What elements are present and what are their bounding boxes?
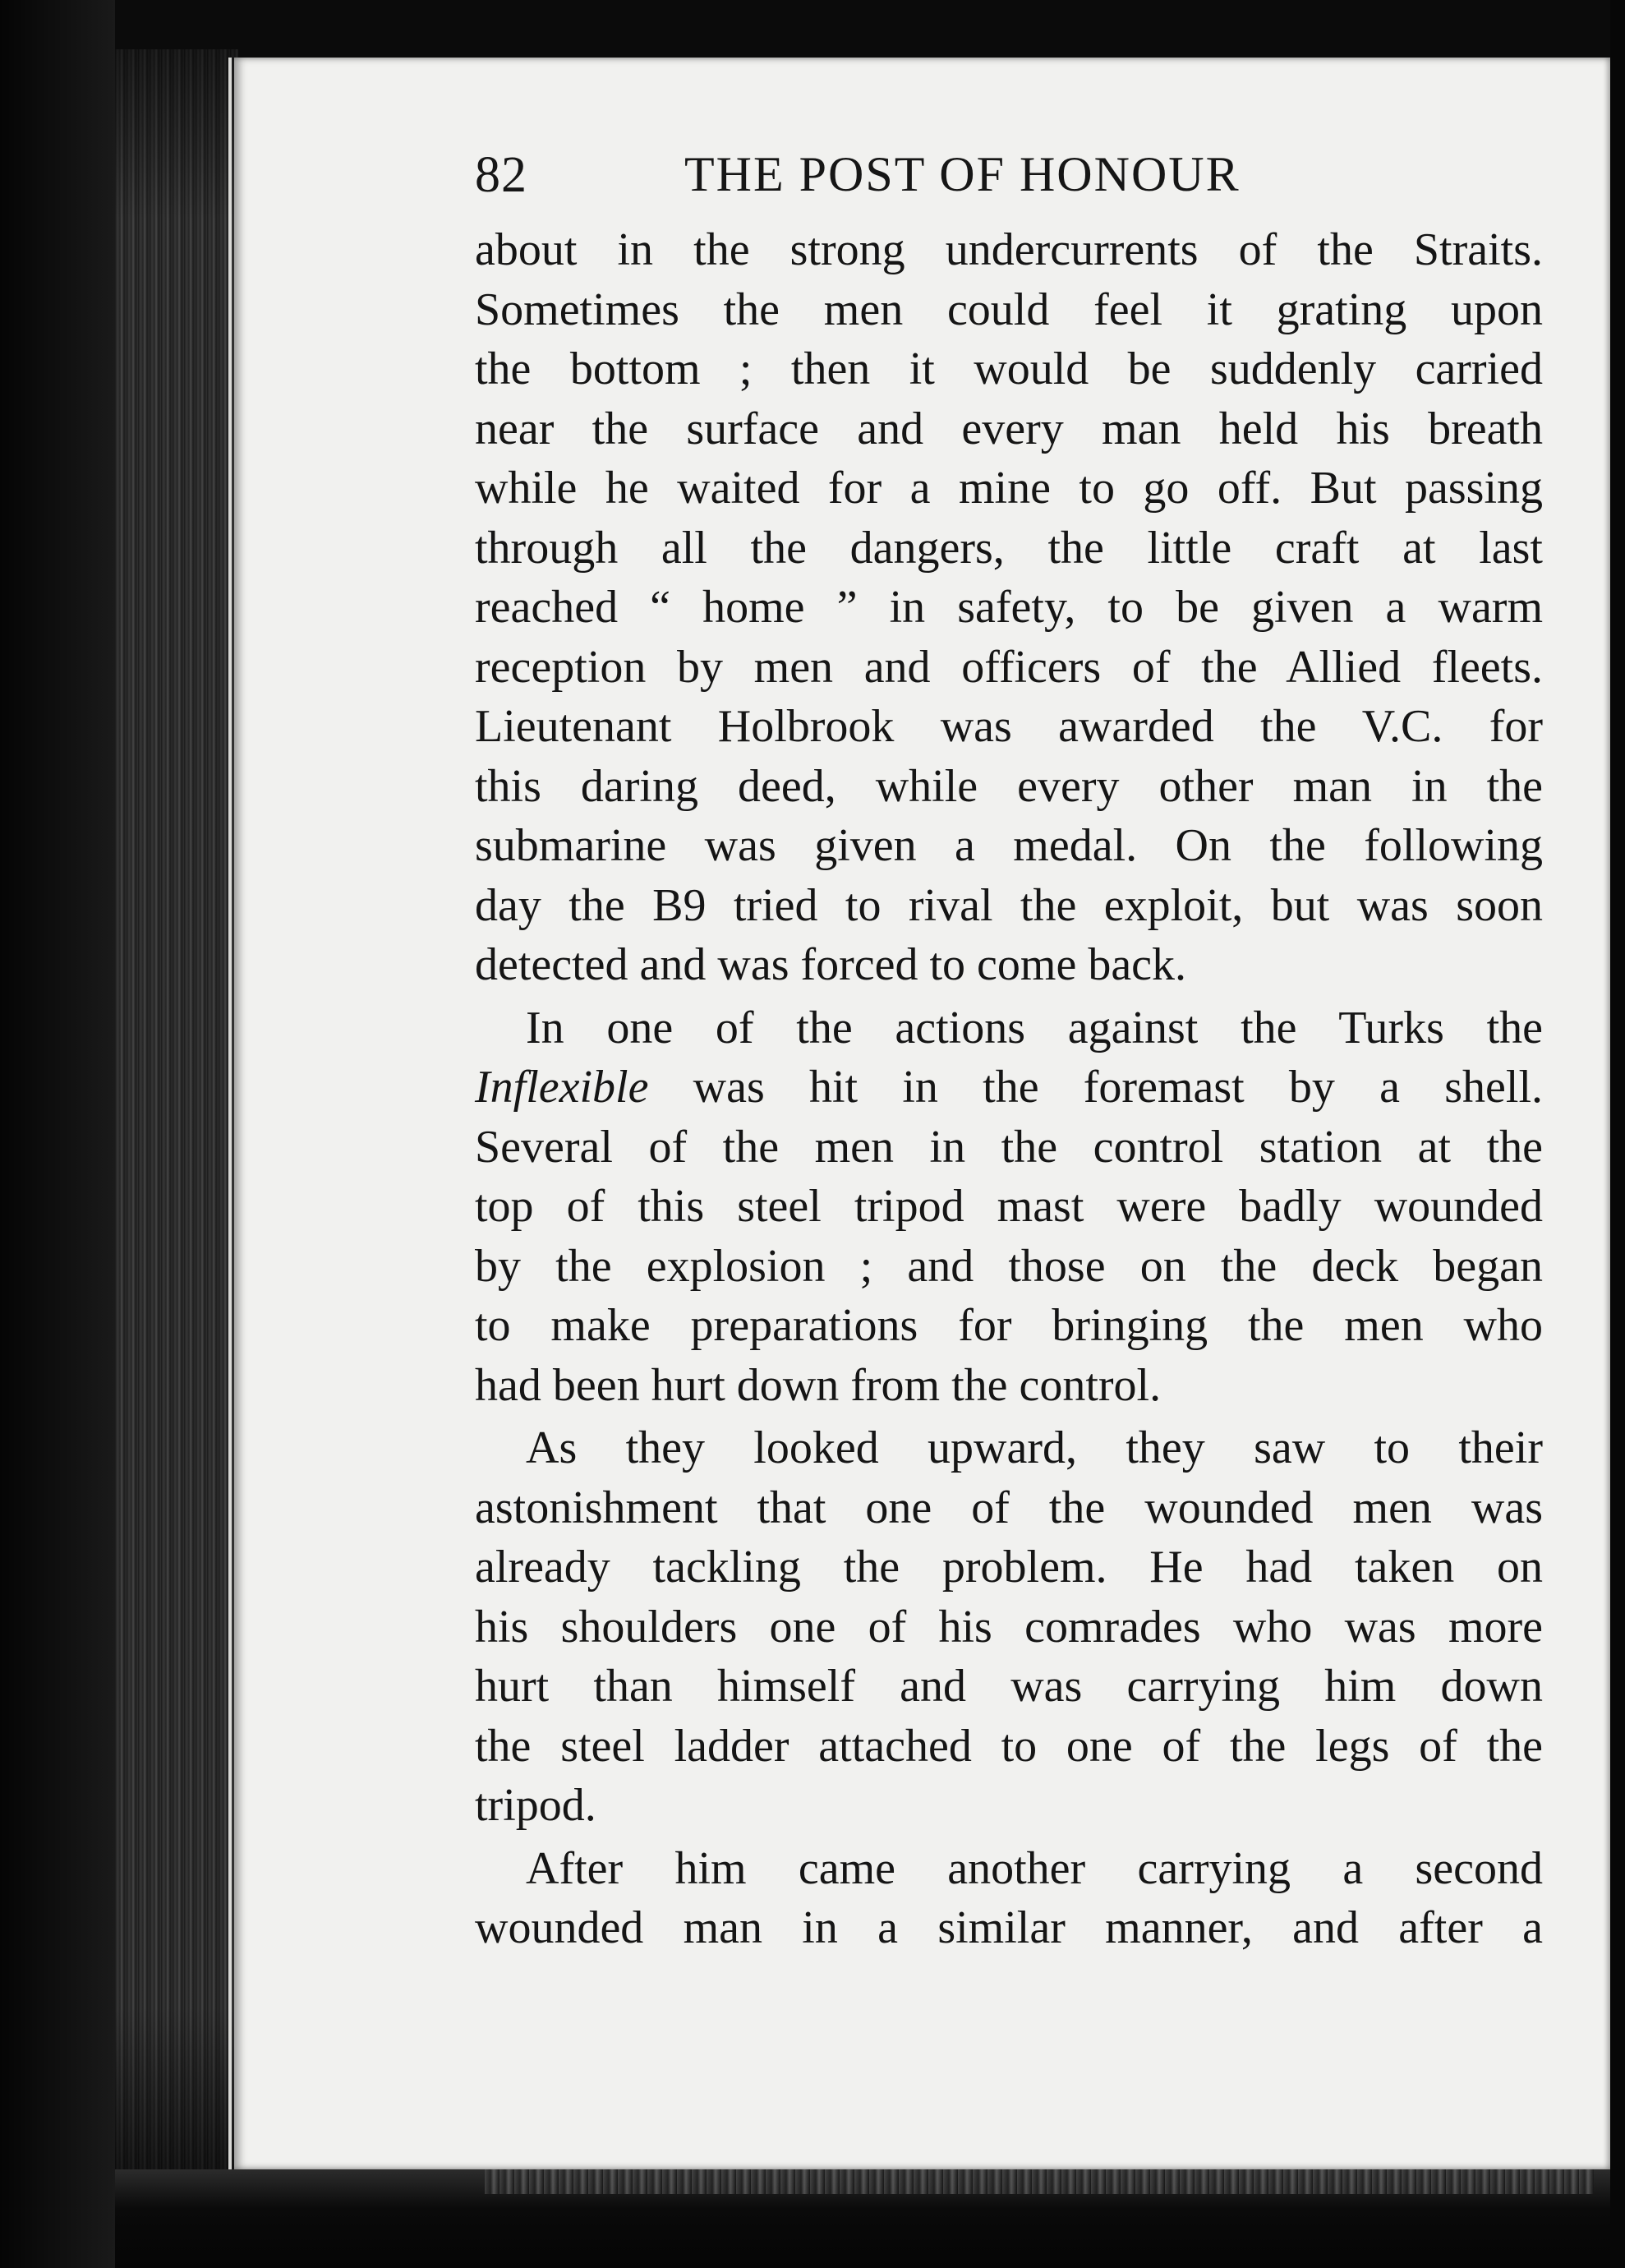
- text-line: had been hurt down from the control.: [475, 1359, 1162, 1411]
- book-bottom-edge: [115, 2169, 1625, 2268]
- text-line: this daring deed, while every other man in the: [475, 760, 1543, 812]
- text-line-with-italic: [475, 1058, 1543, 1118]
- text-line: day the B9 tried to rival the exploit, but was soon: [475, 879, 1543, 931]
- text-line: As they looked upward, they saw to their: [526, 1422, 1543, 1473]
- text-line: reception by men and officers of the Allied fleets.: [475, 641, 1543, 693]
- paragraph-2: [475, 998, 1543, 1416]
- page-body: [475, 220, 1543, 1958]
- text-line: Sometimes the men could feel it grating upon: [475, 284, 1543, 335]
- text-line: while he waited for a mine to go off. But passing: [475, 463, 1543, 514]
- text-line: submarine was given a medal. On the following: [475, 820, 1543, 871]
- text-line: his shoulders one of his comrades who was more: [475, 1601, 1543, 1653]
- text-line: the steel ladder attached to one of the legs of the: [475, 1720, 1543, 1772]
- page-number: 82: [475, 147, 527, 203]
- book-page-edges: [115, 49, 238, 2178]
- running-title: THE POST OF HONOUR: [684, 147, 1241, 201]
- scan-background-right: [1610, 0, 1625, 2268]
- text-line: reached “ home ” in safety, to be given a warm: [475, 582, 1543, 633]
- paragraph-1: [475, 220, 1543, 995]
- ship-name-italic: Inflexible: [475, 1062, 649, 1113]
- text-line: by the explosion ; and those on the deck began: [475, 1240, 1543, 1292]
- text-line: to make preparations for bringing the men who: [475, 1300, 1543, 1351]
- text-line: hurt than himself and was carrying him down: [475, 1661, 1543, 1712]
- scan-background-left: [0, 0, 115, 2268]
- text-line: After him came another carrying a second: [526, 1842, 1543, 1894]
- text-line: already tackling the problem. He had taken on: [475, 1542, 1543, 1593]
- text-line: top of this steel tripod mast were badly wounded: [475, 1181, 1543, 1232]
- paragraph-4: [475, 1839, 1543, 1958]
- page-gutter-line: [228, 58, 232, 2169]
- text-line: In one of the actions against the Turks the: [526, 1002, 1543, 1053]
- text-line: about in the strong undercurrents of the Straits.: [475, 224, 1543, 275]
- page-header: [475, 146, 1625, 204]
- text-line: detected and was forced to come back.: [475, 939, 1187, 990]
- text-line: through all the dangers, the little craft at last: [475, 522, 1543, 574]
- text-line: tripod.: [475, 1780, 596, 1831]
- text-line: wounded man in a similar manner, and after a: [475, 1902, 1543, 1953]
- text-line-rest: was hit in the foremast by a shell.: [648, 1062, 1543, 1113]
- text-line: Several of the men in the control station at the: [475, 1121, 1543, 1173]
- text-line: near the surface and every man held his breath: [475, 403, 1543, 454]
- paragraph-3: [475, 1418, 1543, 1836]
- text-line: the bottom ; then it would be suddenly carried: [475, 343, 1543, 394]
- text-line: astonishment that one of the wounded men was: [475, 1482, 1543, 1533]
- text-line: Lieutenant Holbrook was awarded the V.C. for: [475, 701, 1543, 752]
